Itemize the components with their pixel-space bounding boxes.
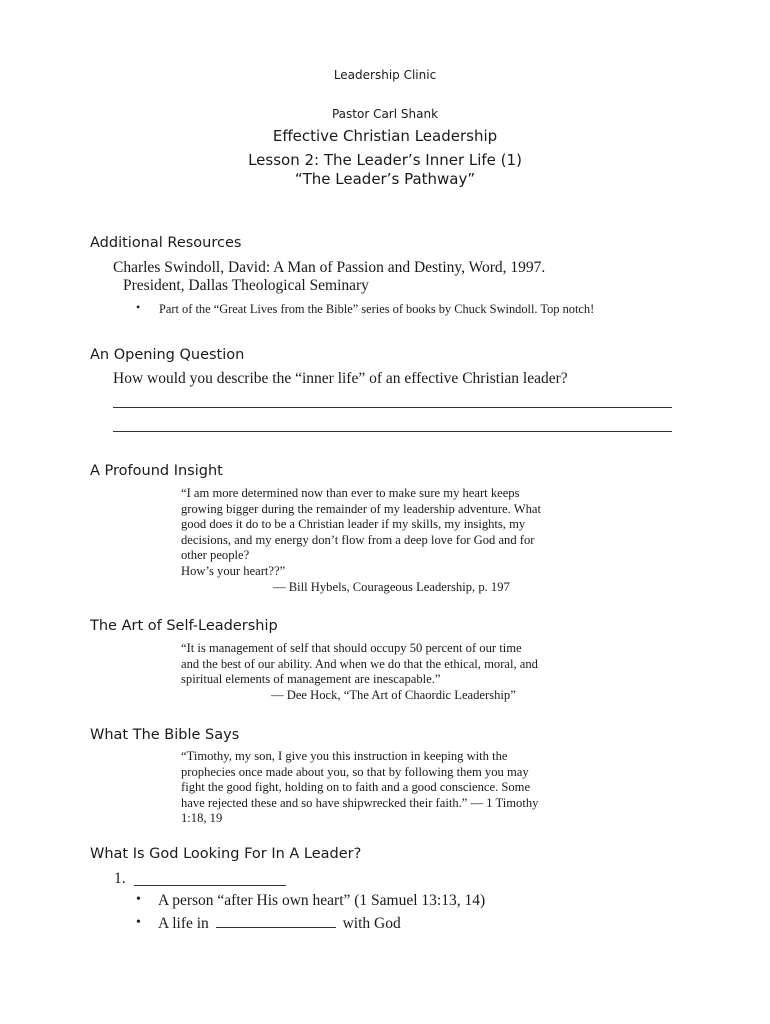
lesson-subtitle: “The Leader’s Pathway”	[294, 170, 476, 188]
resource-citation: Charles Swindoll, David: A Man of Passion and Destiny, Word, 1997.	[113, 259, 546, 276]
section-heading-profound-insight: A Profound Insight	[90, 463, 223, 479]
god-looking-bullet-life	[158, 915, 401, 933]
quote-line: spiritual elements of management are inescapable.”	[181, 672, 441, 687]
section-heading-bible-says: What The Bible Says	[90, 727, 240, 743]
god-looking-bullet-heart: A person “after His own heart” (1 Samuel 13:13, 14)	[158, 892, 486, 909]
section-heading-self-leadership: The Art of Self-Leadership	[90, 618, 278, 634]
quote-line: other people?	[181, 548, 250, 563]
quote-line: How’s your heart??”	[181, 563, 286, 578]
quote-line: “Timothy, my son, I give you this instruction in keeping with the	[181, 749, 508, 763]
quote-line: have rejected these and so have shipwrecked their faith.” — 1 Timothy	[181, 795, 539, 810]
self-leadership-quote	[181, 641, 601, 703]
pastor-name: Pastor Carl Shank	[331, 107, 439, 121]
bullet-icon: •	[136, 300, 141, 314]
resource-author-title: President, Dallas Theological Seminary	[123, 277, 369, 294]
section-heading-opening-question: An Opening Question	[90, 347, 245, 363]
quote-line: fight the good fight, holding on to faith and a good conscience. Some	[181, 780, 531, 795]
answer-line	[113, 431, 672, 432]
section-heading-god-looking: What Is God Looking For In A Leader?	[90, 846, 362, 862]
list-item-number: 1.	[114, 870, 126, 887]
quote-line: growing bigger during the remainder of my leadership adventure. What	[181, 501, 541, 516]
bullet-text-before: A life in	[158, 915, 209, 932]
bullet-icon: •	[136, 892, 141, 907]
quote-line: 1:18, 19	[181, 811, 223, 826]
quote-line: “I am more determined now than ever to make sure my heart keeps	[181, 486, 520, 500]
fill-in-blank	[134, 885, 286, 886]
opening-question-text: How would you describe the “inner life” of an effective Christian leader?	[113, 370, 568, 387]
clinic-title: Leadership Clinic	[333, 68, 437, 82]
answer-line	[113, 407, 672, 408]
course-title: Effective Christian Leadership	[272, 127, 498, 145]
quote-line: and the best of our ability. And when we do that the ethical, moral, and	[181, 656, 538, 671]
resource-note: Part of the “Great Lives from the Bible” series of books by Chuck Swindoll. Top notch!	[159, 302, 595, 316]
quote-line: “It is management of self that should occupy 50 percent of our time	[181, 641, 522, 655]
quote-line: good does it do to be a Christian leader if my skills, my insights, my	[181, 517, 526, 532]
bullet-text-after: with God	[342, 915, 401, 932]
quote-line: decisions, and my energy don’t flow from a deep love for God and for	[181, 532, 535, 547]
insight-quote	[181, 486, 601, 595]
fill-in-blank	[216, 915, 336, 928]
quote-attribution: — Dee Hock, “The Art of Chaordic Leadership”	[271, 687, 516, 702]
quote-line: prophecies once made about you, so that by following them you may	[181, 764, 529, 779]
bullet-icon: •	[136, 915, 141, 930]
quote-attribution: — Bill Hybels, Courageous Leadership, p. 197	[273, 579, 510, 594]
lesson-title: Lesson 2: The Leader’s Inner Life (1)	[248, 151, 522, 169]
section-heading-additional-resources: Additional Resources	[90, 235, 242, 251]
bible-quote	[181, 749, 601, 827]
